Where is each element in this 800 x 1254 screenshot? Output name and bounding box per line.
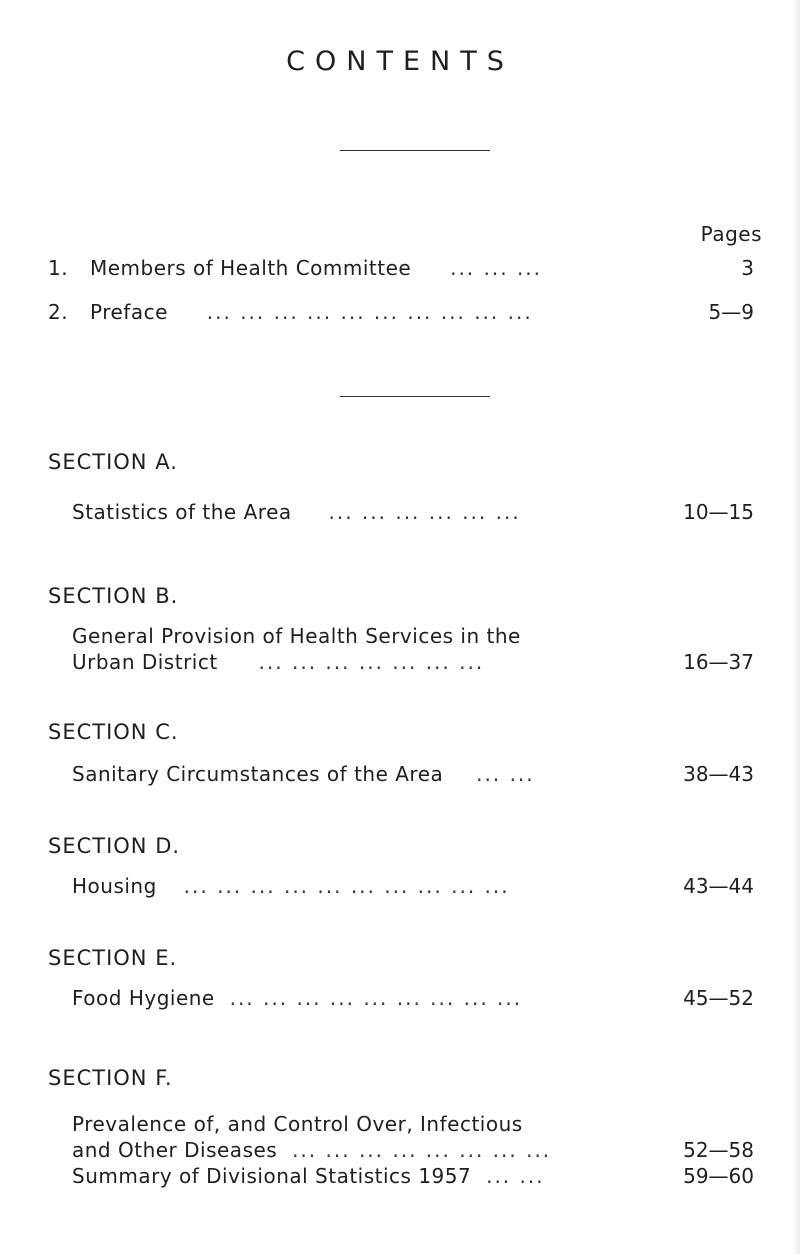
dot-leader: ... ... ... ... ... ... ... bbox=[258, 650, 485, 674]
section-a-heading: SECTION A. bbox=[48, 450, 178, 474]
toc-entry-label: Sanitary Circumstances of the Area bbox=[72, 762, 444, 786]
section-a-pages: 10—15 bbox=[683, 500, 754, 524]
section-d-pages: 43—44 bbox=[683, 874, 754, 898]
divider-top bbox=[340, 150, 490, 151]
section-b-pages: 16—37 bbox=[683, 650, 754, 674]
section-e-pages: 45—52 bbox=[683, 986, 754, 1010]
section-b-entry-line1: General Provision of Health Services in the bbox=[72, 624, 521, 648]
toc-entry-label: Housing bbox=[72, 874, 157, 898]
toc-entry-1-pages: 3 bbox=[741, 256, 754, 280]
toc-entry-label: and Other Diseases bbox=[72, 1138, 278, 1162]
dot-leader: ... ... ... bbox=[450, 256, 543, 280]
section-f-heading: SECTION F. bbox=[48, 1066, 173, 1090]
pages-heading: Pages bbox=[700, 222, 762, 246]
section-b-heading: SECTION B. bbox=[48, 584, 179, 608]
toc-entry-2-number: 2. bbox=[48, 300, 69, 324]
section-d-heading: SECTION D. bbox=[48, 834, 181, 858]
toc-entry-label: Statistics of the Area bbox=[72, 500, 292, 524]
page-title: CONTENTS bbox=[286, 46, 514, 77]
section-d-entry bbox=[72, 874, 510, 898]
toc-entry-label: Food Hygiene bbox=[72, 986, 215, 1010]
section-f-entry-2-pages: 59—60 bbox=[683, 1164, 754, 1188]
page-edge-shadow bbox=[792, 0, 800, 1254]
section-f-entry-1-pages: 52—58 bbox=[683, 1138, 754, 1162]
section-f-entry-1 bbox=[72, 1138, 551, 1162]
divider-middle bbox=[340, 396, 490, 397]
toc-entry-2-label bbox=[90, 300, 533, 324]
dot-leader: ... ... ... ... ... ... ... ... ... ... bbox=[206, 300, 533, 324]
dot-leader: ... ... ... ... ... ... ... ... ... ... bbox=[183, 874, 510, 898]
toc-entry-label: Summary of Divisional Statistics 1957 bbox=[72, 1164, 472, 1188]
section-a-entry bbox=[72, 500, 521, 524]
section-c-pages: 38—43 bbox=[683, 762, 754, 786]
section-b-entry bbox=[72, 650, 484, 674]
toc-entry-1-label bbox=[90, 256, 542, 280]
section-e-heading: SECTION E. bbox=[48, 946, 178, 970]
section-c-heading: SECTION C. bbox=[48, 720, 179, 744]
toc-entry-label: Preface bbox=[90, 300, 168, 324]
section-c-entry bbox=[72, 762, 535, 786]
section-e-entry bbox=[72, 986, 522, 1010]
toc-entry-label: Urban District bbox=[72, 650, 218, 674]
dot-leader: ... ... bbox=[486, 1164, 545, 1188]
dot-leader: ... ... bbox=[476, 762, 535, 786]
section-f-entry-1-line1: Prevalence of, and Control Over, Infectious bbox=[72, 1112, 523, 1136]
toc-entry-2-pages: 5—9 bbox=[708, 300, 754, 324]
dot-leader: ... ... ... ... ... ... bbox=[328, 500, 521, 524]
toc-entry-label: Members of Health Committee bbox=[90, 256, 412, 280]
toc-entry-1-number: 1. bbox=[48, 256, 69, 280]
dot-leader: ... ... ... ... ... ... ... ... ... bbox=[229, 986, 523, 1010]
section-f-entry-2 bbox=[72, 1164, 545, 1188]
dot-leader: ... ... ... ... ... ... ... ... bbox=[292, 1138, 552, 1162]
